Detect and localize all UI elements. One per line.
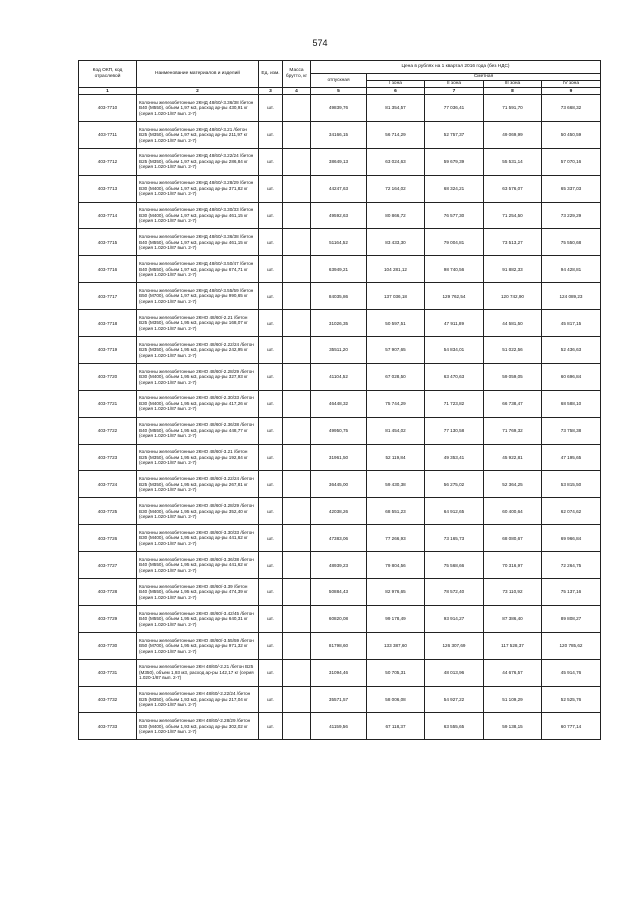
table-row bbox=[79, 632, 601, 659]
release-price: 42038,26 bbox=[311, 498, 367, 525]
mass-cell bbox=[283, 605, 311, 632]
zone-1-price: 82 976,65 bbox=[367, 579, 425, 606]
unit-cell: шт. bbox=[259, 229, 283, 256]
product-name: Колонны железобетонные 2КНО 48/60/-3.30/33 /бетон В30 (М400), объем 1,95 м3, расход ар-ры 441,62 кг (серия 1.020-1/87 вып. 2-7) bbox=[137, 525, 259, 552]
product-name: Колонны железобетонные 2КНО 48/60/-3.36/38 /бетон В40 (М550), объем 1,95 м3, расход ар-ры 441,62 кг (серия 1.020-1/87 вып. 2-7) bbox=[137, 552, 259, 579]
zone-4-price: 73 758,38 bbox=[542, 417, 601, 444]
product-name: Колонны железобетонные 2КНО 48/60/-3.55/59 /бетон В50 (М700), объем 1,95 м3, расход ар-ры 971,32 кг (серия 1.020-1/87 вып. 2-7) bbox=[137, 632, 259, 659]
zone-4-price: 65 337,03 bbox=[542, 175, 601, 202]
product-code: 403-7724 bbox=[79, 471, 137, 498]
zone-4-price: 60 696,84 bbox=[542, 363, 601, 390]
zone-3-price: 87 386,40 bbox=[484, 605, 542, 632]
unit-cell: шт. bbox=[259, 417, 283, 444]
zone-2-price: 79 004,81 bbox=[425, 229, 484, 256]
zone-3-price: 51 109,29 bbox=[484, 686, 542, 713]
unit-cell: шт. bbox=[259, 605, 283, 632]
release-price: 63949,21 bbox=[311, 256, 367, 283]
mass-cell bbox=[283, 229, 311, 256]
table-row bbox=[79, 390, 601, 417]
release-price: 34166,15 bbox=[311, 121, 367, 148]
table-row bbox=[79, 310, 601, 337]
unit-cell: шт. bbox=[259, 121, 283, 148]
mass-cell bbox=[283, 310, 311, 337]
zone-1-price: 56 714,29 bbox=[367, 121, 425, 148]
zone-3-price: 91 882,33 bbox=[484, 256, 542, 283]
mass-cell bbox=[283, 363, 311, 390]
unit-cell: шт. bbox=[259, 659, 283, 686]
release-price: 49592,63 bbox=[311, 202, 367, 229]
product-code: 403-7712 bbox=[79, 148, 137, 175]
release-price: 84035,86 bbox=[311, 283, 367, 310]
product-code: 403-7714 bbox=[79, 202, 137, 229]
zone-1-price: 83 433,30 bbox=[367, 229, 425, 256]
zone-1-price: 68 551,23 bbox=[367, 498, 425, 525]
product-code: 403-7727 bbox=[79, 552, 137, 579]
zone-4-price: 75 137,16 bbox=[542, 579, 601, 606]
zone-1-price: 52 119,84 bbox=[367, 444, 425, 471]
zone-2-price: 71 723,82 bbox=[425, 390, 484, 417]
zone-4-price: 60 777,14 bbox=[542, 713, 601, 740]
table-row bbox=[79, 148, 601, 175]
zone-4-price: 94 428,81 bbox=[542, 256, 601, 283]
table-row bbox=[79, 659, 601, 686]
product-name: Колонны железобетонные 2КНО 48/60/-3.39 /бетон В40 (М550), объем 1,95 м3, расход ар-ры 474,39 кг (серия 1.020-1/87 вып. 2-7) bbox=[137, 579, 259, 606]
product-name: Колонны железобетонные 2КНО 48/60/-2.22/24 /бетон В25 (М350), объем 1,95 м3, расход ар-ры 242,95 кг (серия 1.020-1/87 вып. 2-7) bbox=[137, 337, 259, 364]
zone-4-price: 124 089,23 bbox=[542, 283, 601, 310]
mass-cell bbox=[283, 686, 311, 713]
zone-4-price: 73 668,32 bbox=[542, 95, 601, 122]
mass-cell bbox=[283, 632, 311, 659]
zone-3-price: 55 531,14 bbox=[484, 148, 542, 175]
zone-2-price: 98 740,56 bbox=[425, 256, 484, 283]
zone-4-price: 73 229,29 bbox=[542, 202, 601, 229]
zone-4-price: 89 808,27 bbox=[542, 605, 601, 632]
unit-cell: шт. bbox=[259, 713, 283, 740]
table-row bbox=[79, 605, 601, 632]
zone-3-price: 44 676,57 bbox=[484, 659, 542, 686]
zone-2-price: 63 470,63 bbox=[425, 363, 484, 390]
table-row bbox=[79, 229, 601, 256]
zone-3-price: 120 742,90 bbox=[484, 283, 542, 310]
product-code: 403-7729 bbox=[79, 605, 137, 632]
unit-cell: шт. bbox=[259, 390, 283, 417]
mass-cell bbox=[283, 390, 311, 417]
zone-2-price: 76 577,30 bbox=[425, 202, 484, 229]
product-code: 403-7725 bbox=[79, 498, 137, 525]
table-row bbox=[79, 713, 601, 740]
column-numbers-row bbox=[79, 88, 601, 95]
mass-cell bbox=[283, 579, 311, 606]
mass-cell bbox=[283, 256, 311, 283]
header-release: отпускная bbox=[311, 74, 367, 88]
release-price: 46448,32 bbox=[311, 390, 367, 417]
mass-cell bbox=[283, 148, 311, 175]
table-row bbox=[79, 337, 601, 364]
product-name: Колонны железобетонные 2КНО 48/60/-3.21 /бетон В25 (М350), объем 1,95 м3, расход ар-ры 192,84 кг (серия 1.020-1/87 вып. 2-7) bbox=[137, 444, 259, 471]
zone-1-price: 81 354,57 bbox=[367, 95, 425, 122]
header-code: Код ОКП, код отраслевой bbox=[79, 61, 137, 88]
product-name: Колонны железобетонные 2КН 48/60/-2.21 /бетон В25 (М350), объем 1,93 м3, расход ар-ры 142,17 кг (серия 1.020-1/87 вып. 2-7) bbox=[137, 659, 259, 686]
table-row bbox=[79, 121, 601, 148]
release-price: 81798,60 bbox=[311, 632, 367, 659]
zone-4-price: 45 817,15 bbox=[542, 310, 601, 337]
column-number: 2 bbox=[137, 88, 259, 95]
mass-cell bbox=[283, 202, 311, 229]
product-name: Колонны железобетонные 2КНО 48/60/-2.28/29 /бетон В30 (М400), объем 1,95 м3, расход ар-ры 327,93 кг (серия 1.020-1/87 вып. 2-7) bbox=[137, 363, 259, 390]
mass-cell bbox=[283, 175, 311, 202]
unit-cell: шт. bbox=[259, 525, 283, 552]
header-zone-3: III зона bbox=[484, 81, 542, 88]
zone-1-price: 63 024,63 bbox=[367, 148, 425, 175]
zone-2-price: 68 324,21 bbox=[425, 175, 484, 202]
zone-2-price: 63 555,65 bbox=[425, 713, 484, 740]
zone-3-price: 71 254,50 bbox=[484, 202, 542, 229]
table-header bbox=[79, 61, 601, 95]
zone-2-price: 77 036,41 bbox=[425, 95, 484, 122]
zone-1-price: 57 907,65 bbox=[367, 337, 425, 364]
table-body bbox=[79, 95, 601, 740]
table-row bbox=[79, 363, 601, 390]
header-zone-4: IV зона bbox=[542, 81, 601, 88]
unit-cell: шт. bbox=[259, 283, 283, 310]
zone-2-price: 75 568,66 bbox=[425, 552, 484, 579]
product-code: 403-7711 bbox=[79, 121, 137, 148]
zone-2-price: 52 757,37 bbox=[425, 121, 484, 148]
mass-cell bbox=[283, 659, 311, 686]
table-row bbox=[79, 256, 601, 283]
table-row bbox=[79, 525, 601, 552]
mass-cell bbox=[283, 417, 311, 444]
product-code: 403-7710 bbox=[79, 95, 137, 122]
product-code: 403-7728 bbox=[79, 579, 137, 606]
zone-2-price: 93 914,27 bbox=[425, 605, 484, 632]
release-price: 35511,20 bbox=[311, 337, 367, 364]
zone-2-price: 54 927,22 bbox=[425, 686, 484, 713]
zone-2-price: 73 165,73 bbox=[425, 525, 484, 552]
release-price: 44247,63 bbox=[311, 175, 367, 202]
zone-2-price: 48 013,96 bbox=[425, 659, 484, 686]
table-row bbox=[79, 283, 601, 310]
zone-2-price: 129 762,54 bbox=[425, 283, 484, 310]
product-code: 403-7716 bbox=[79, 256, 137, 283]
product-name: Колонны железобетонные 2КНО 48/60/-3.22/24 /бетон В25 (М350), объем 1,95 м3, расход ар-ры 267,81 кг (серия 1.020-1/87 вып. 2-7) bbox=[137, 471, 259, 498]
zone-3-price: 73 110,92 bbox=[484, 579, 542, 606]
product-code: 403-7730 bbox=[79, 632, 137, 659]
mass-cell bbox=[283, 283, 311, 310]
mass-cell bbox=[283, 337, 311, 364]
unit-cell: шт. bbox=[259, 552, 283, 579]
zone-4-price: 68 588,10 bbox=[542, 390, 601, 417]
zone-4-price: 53 815,50 bbox=[542, 471, 601, 498]
product-code: 403-7723 bbox=[79, 444, 137, 471]
column-number: 3 bbox=[259, 88, 283, 95]
zone-2-price: 47 911,89 bbox=[425, 310, 484, 337]
product-code: 403-7732 bbox=[79, 686, 137, 713]
zone-3-price: 60 400,64 bbox=[484, 498, 542, 525]
unit-cell: шт. bbox=[259, 148, 283, 175]
product-code: 403-7733 bbox=[79, 713, 137, 740]
product-name: Колонны железобетонные 2КНД 48/60/-3.28/29 /бетон В30 (М400), объем 1,97 м3, расход ар-ры 371,82 кг (серия 1.020-1/87 вып. 2-7) bbox=[137, 175, 259, 202]
zone-4-price: 62 074,62 bbox=[542, 498, 601, 525]
zone-1-price: 50 597,51 bbox=[367, 310, 425, 337]
zone-1-price: 104 281,12 bbox=[367, 256, 425, 283]
zone-3-price: 52 364,25 bbox=[484, 471, 542, 498]
zone-3-price: 71 769,32 bbox=[484, 417, 542, 444]
zone-3-price: 59 059,05 bbox=[484, 363, 542, 390]
header-name: Наименование материалов и изделий bbox=[137, 61, 259, 88]
zone-1-price: 72 164,02 bbox=[367, 175, 425, 202]
mass-cell bbox=[283, 95, 311, 122]
zone-1-price: 80 866,72 bbox=[367, 202, 425, 229]
table-row bbox=[79, 444, 601, 471]
column-number: 9 bbox=[542, 88, 601, 95]
zone-2-price: 64 912,65 bbox=[425, 498, 484, 525]
unit-cell: шт. bbox=[259, 444, 283, 471]
zone-4-price: 120 785,62 bbox=[542, 632, 601, 659]
unit-cell: шт. bbox=[259, 632, 283, 659]
product-name: Колонны железобетонные 2КНО 48/60/-2.21 /бетон В25 (М350), объем 1,95 м3, расход ар-ры 168,07 кг (серия 1.020-1/87 вып. 2-7) bbox=[137, 310, 259, 337]
table-row bbox=[79, 202, 601, 229]
release-price: 47383,06 bbox=[311, 525, 367, 552]
column-number: 8 bbox=[484, 88, 542, 95]
unit-cell: шт. bbox=[259, 363, 283, 390]
zone-3-price: 73 513,27 bbox=[484, 229, 542, 256]
table-row bbox=[79, 552, 601, 579]
product-name: Колонны железобетонные 2КНД 48/60/-3.36/38 /бетон В40 (М550), объем 1,97 м3, расход ар-ры 430,91 кг (серия 1.020-1/87 вып. 2-7) bbox=[137, 95, 259, 122]
column-number: 1 bbox=[79, 88, 137, 95]
zone-3-price: 59 138,15 bbox=[484, 713, 542, 740]
zone-3-price: 70 316,97 bbox=[484, 552, 542, 579]
table-row bbox=[79, 175, 601, 202]
zone-1-price: 67 118,37 bbox=[367, 713, 425, 740]
mass-cell bbox=[283, 525, 311, 552]
zone-2-price: 78 572,40 bbox=[425, 579, 484, 606]
product-code: 403-7720 bbox=[79, 363, 137, 390]
header-mass: Масса брутто, кг bbox=[283, 61, 311, 88]
header-zone-2: II зона bbox=[425, 81, 484, 88]
unit-cell: шт. bbox=[259, 202, 283, 229]
column-number: 4 bbox=[283, 88, 311, 95]
zone-1-price: 133 387,60 bbox=[367, 632, 425, 659]
price-table bbox=[78, 60, 601, 740]
release-price: 36445,00 bbox=[311, 471, 367, 498]
mass-cell bbox=[283, 471, 311, 498]
zone-3-price: 66 738,47 bbox=[484, 390, 542, 417]
unit-cell: шт. bbox=[259, 579, 283, 606]
product-code: 403-7719 bbox=[79, 337, 137, 364]
release-price: 35571,57 bbox=[311, 686, 367, 713]
zone-1-price: 59 430,38 bbox=[367, 471, 425, 498]
release-price: 38649,13 bbox=[311, 148, 367, 175]
zone-1-price: 58 006,08 bbox=[367, 686, 425, 713]
product-code: 403-7715 bbox=[79, 229, 137, 256]
release-price: 31094,46 bbox=[311, 659, 367, 686]
release-price: 31961,50 bbox=[311, 444, 367, 471]
zone-1-price: 50 705,31 bbox=[367, 659, 425, 686]
zone-3-price: 71 591,70 bbox=[484, 95, 542, 122]
zone-4-price: 52 436,63 bbox=[542, 337, 601, 364]
product-name: Колонны железобетонные 2КНД 48/60/-3.50/47 /бетон В40 (М550), объем 1,97 м3, расход ар-ры 674,71 кг (серия 1.020-1/87 вып. 2-7) bbox=[137, 256, 259, 283]
unit-cell: шт. bbox=[259, 95, 283, 122]
zone-3-price: 44 581,50 bbox=[484, 310, 542, 337]
table-row bbox=[79, 417, 601, 444]
unit-cell: шт. bbox=[259, 310, 283, 337]
zone-4-price: 50 450,59 bbox=[542, 121, 601, 148]
unit-cell: шт. bbox=[259, 498, 283, 525]
mass-cell bbox=[283, 121, 311, 148]
table-row bbox=[79, 579, 601, 606]
zone-4-price: 57 070,16 bbox=[542, 148, 601, 175]
header-zone-1: I зона bbox=[367, 81, 425, 88]
table-row bbox=[79, 498, 601, 525]
zone-4-price: 52 525,76 bbox=[542, 686, 601, 713]
product-name: Колонны железобетонные 2КНД 48/60/-3.21 /бетон В25 (М350), объем 1,97 м3, расход ар-ры 211,97 кг (серия 1.020-1/87 вып. 2-7) bbox=[137, 121, 259, 148]
product-name: Колонны железобетонные 2КНО 48/60/-2.30/33 /бетон В30 (М400), объем 1,95 м3, расход ар-ры 417,26 кг (серия 1.020-1/87 вып. 2-7) bbox=[137, 390, 259, 417]
product-name: Колонны железобетонные 2КН 48/60/-2.22/24 /бетон В25 (М350), объем 1,93 м3, расход ар-ры 217,04 кг (серия 1.020-1/87 вып. 2-7) bbox=[137, 686, 259, 713]
zone-1-price: 137 036,18 bbox=[367, 283, 425, 310]
zone-1-price: 99 178,49 bbox=[367, 605, 425, 632]
release-price: 41159,56 bbox=[311, 713, 367, 740]
mass-cell bbox=[283, 552, 311, 579]
product-name: Колонны железобетонные 2КНО 48/60/-2.36/38 /бетон В40 (М550), объем 1,95 м3, расход ар-ры 448,77 кг (серия 1.020-1/87 вып. 2-7) bbox=[137, 417, 259, 444]
product-name: Колонны железобетонные 2КНД 48/60/-3.55/59 /бетон В50 (М700), объем 1,97 м3, расход ар-ры 990,65 кг (серия 1.020-1/87 вып. 2-7) bbox=[137, 283, 259, 310]
zone-2-price: 54 834,01 bbox=[425, 337, 484, 364]
product-name: Колонны железобетонные 2КН 48/60/-2.28/29 /бетон В30 (М400), объем 1,93 м3, расход ар-ры 302,02 кг (серия 1.020-1/87 вып. 2-7) bbox=[137, 713, 259, 740]
header-unit: Ед. изм. bbox=[259, 61, 283, 88]
product-code: 403-7722 bbox=[79, 417, 137, 444]
zone-3-price: 117 528,37 bbox=[484, 632, 542, 659]
release-price: 49950,75 bbox=[311, 417, 367, 444]
zone-2-price: 77 130,58 bbox=[425, 417, 484, 444]
zone-2-price: 49 353,41 bbox=[425, 444, 484, 471]
unit-cell: шт. bbox=[259, 175, 283, 202]
product-name: Колонны железобетонные 2КНД 48/60/-3.30/33 /бетон В30 (М400), объем 1,97 м3, расход ар-ры 461,15 кг (серия 1.020-1/87 вып. 2-7) bbox=[137, 202, 259, 229]
zone-3-price: 68 080,67 bbox=[484, 525, 542, 552]
zone-2-price: 59 679,39 bbox=[425, 148, 484, 175]
product-code: 403-7717 bbox=[79, 283, 137, 310]
header-price-title: Цена в рублях на 1 квартал 2016 года (без НДС) bbox=[311, 61, 601, 74]
product-name: Колонны железобетонные 2КНД 48/60/-3.36/38 /бетон В40 (М550), объем 1,97 м3, расход ар-ры 461,15 кг (серия 1.020-1/87 вып. 2-7) bbox=[137, 229, 259, 256]
header-estimate: Сметная bbox=[367, 74, 601, 81]
column-number: 7 bbox=[425, 88, 484, 95]
mass-cell bbox=[283, 444, 311, 471]
unit-cell: шт. bbox=[259, 256, 283, 283]
release-price: 41104,52 bbox=[311, 363, 367, 390]
mass-cell bbox=[283, 498, 311, 525]
zone-1-price: 79 804,56 bbox=[367, 552, 425, 579]
product-name: Колонны железобетонные 2КНО 48/60/-3.28/29 /бетон В30 (М400), объем 1,95 м3, расход ар-ры 352,40 кг (серия 1.020-1/87 вып. 2-7) bbox=[137, 498, 259, 525]
product-code: 403-7718 bbox=[79, 310, 137, 337]
zone-3-price: 63 576,07 bbox=[484, 175, 542, 202]
release-price: 50884,43 bbox=[311, 579, 367, 606]
release-price: 49839,76 bbox=[311, 95, 367, 122]
column-number: 6 bbox=[367, 88, 425, 95]
zone-3-price: 49 069,99 bbox=[484, 121, 542, 148]
release-price: 31026,35 bbox=[311, 310, 367, 337]
mass-cell bbox=[283, 713, 311, 740]
zone-3-price: 45 922,81 bbox=[484, 444, 542, 471]
product-name: Колонны железобетонные 2КНО 48/60/-3.42/45 /бетон В40 (М550), объем 1,95 м3, расход ар-ры 640,31 кг (серия 1.020-1/87 вып. 2-7) bbox=[137, 605, 259, 632]
product-code: 403-7726 bbox=[79, 525, 137, 552]
release-price: 60820,08 bbox=[311, 605, 367, 632]
zone-1-price: 75 744,29 bbox=[367, 390, 425, 417]
product-name: Колонны железобетонные 2КНД 48/60/-3.22/24 /бетон В25 (М350), объем 1,97 м3, расход ар-ры 286,84 кг (серия 1.020-1/87 вып. 2-7) bbox=[137, 148, 259, 175]
release-price: 51164,52 bbox=[311, 229, 367, 256]
zone-2-price: 126 307,69 bbox=[425, 632, 484, 659]
unit-cell: шт. bbox=[259, 686, 283, 713]
product-code: 403-7731 bbox=[79, 659, 137, 686]
column-number: 5 bbox=[311, 88, 367, 95]
unit-cell: шт. bbox=[259, 471, 283, 498]
table-row bbox=[79, 686, 601, 713]
zone-4-price: 69 966,84 bbox=[542, 525, 601, 552]
release-price: 48939,23 bbox=[311, 552, 367, 579]
zone-2-price: 56 275,02 bbox=[425, 471, 484, 498]
product-code: 403-7721 bbox=[79, 390, 137, 417]
zone-4-price: 75 550,68 bbox=[542, 229, 601, 256]
zone-3-price: 51 022,56 bbox=[484, 337, 542, 364]
table-row bbox=[79, 471, 601, 498]
zone-4-price: 45 914,76 bbox=[542, 659, 601, 686]
zone-1-price: 81 454,02 bbox=[367, 417, 425, 444]
table-row bbox=[79, 95, 601, 122]
unit-cell: шт. bbox=[259, 337, 283, 364]
page-number: 574 bbox=[312, 38, 328, 48]
zone-1-price: 67 028,50 bbox=[367, 363, 425, 390]
zone-4-price: 47 195,65 bbox=[542, 444, 601, 471]
product-code: 403-7713 bbox=[79, 175, 137, 202]
zone-4-price: 72 264,75 bbox=[542, 552, 601, 579]
zone-1-price: 77 266,93 bbox=[367, 525, 425, 552]
